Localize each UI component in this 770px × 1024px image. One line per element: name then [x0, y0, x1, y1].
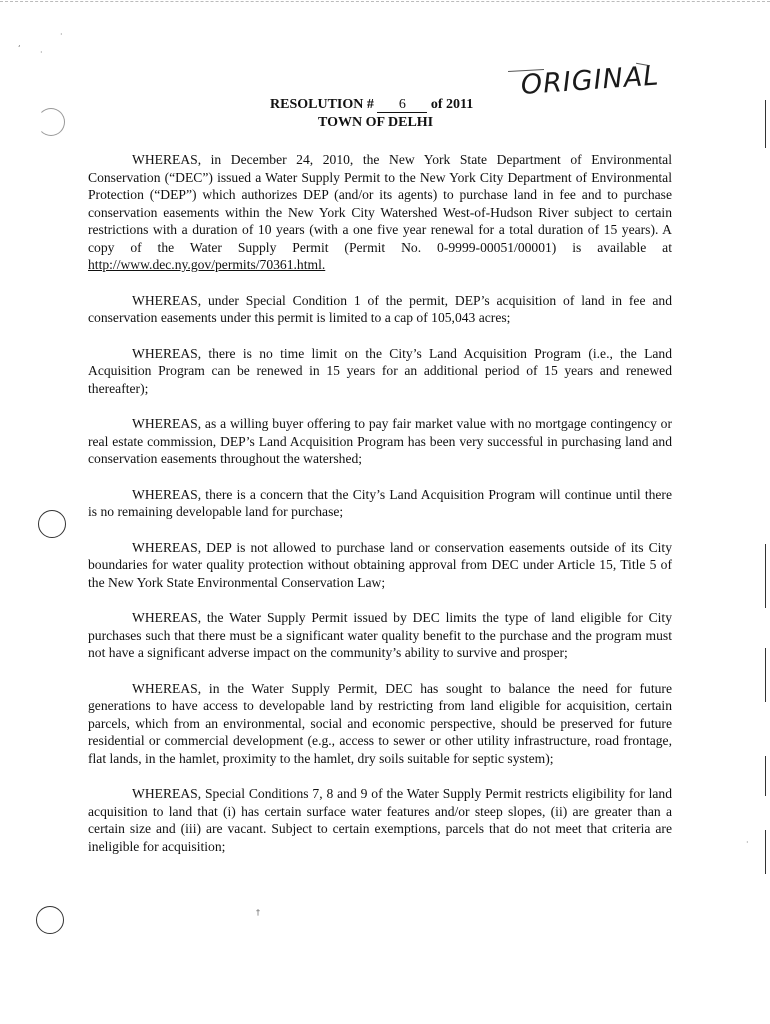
scan-edge-mark — [765, 648, 766, 702]
scan-edge-mark — [765, 544, 766, 608]
resolution-title-row — [270, 96, 530, 114]
whereas-paragraph: WHEREAS, there is a concern that the City’s Land Acquisition Program will continue until there is no remaining developable land for purchase; — [88, 486, 672, 519]
whereas-paragraph: WHEREAS, there is no time limit on the City’s Land Acquisition Program (i.e., the Land Acquisition Program can be renewed in 15 years for an additional period of 15 years and renewed thereafter); — [88, 345, 672, 396]
punch-hole-middle — [38, 510, 66, 538]
resolution-number: 6 — [377, 98, 427, 113]
scan-speck: · — [40, 48, 43, 57]
paragraph-text: WHEREAS, in December 24, 2010, the New York State Department of Environmental Conservation (“DEC”) issued a Water Supply Permit to the New York City Department of Environmental Protection (“DEP”) which authorizes DEP (and/or its agents) to purchase land in fee and to purchase conservation easements within the New York City Watershed West-of-Hudson River subject to certain restrictions with a duration of 10 years (with a one five year renewal for a total duration of 15 years). A copy of the Water Supply Permit (Permit No. 0-9999-00051/00001) is available at — [88, 152, 672, 255]
scan-speck: · — [746, 838, 749, 847]
whereas-paragraph: WHEREAS, under Special Condition 1 of the permit, DEP’s acquisition of land in fee and conservation easements under this permit is limited to a cap of 105,043 acres; — [88, 292, 672, 325]
scan-speck: · — [60, 30, 63, 39]
scan-edge-mark — [765, 830, 766, 874]
whereas-paragraph: WHEREAS, Special Conditions 7, 8 and 9 of the Water Supply Permit restricts eligibility for land acquisition to land that (i) has certain surface water features and/or steep slopes, (ii) are greater than a certain size and (iii) are vacant. Subject to certain exemptions, parcels that do not meet that criteria are ineligible for acquisition; — [88, 786, 672, 854]
original-stamp: ORIGINAL — [519, 60, 661, 101]
scan-edge-mark — [765, 100, 766, 148]
town-name: TOWN OF DELHI — [318, 115, 434, 130]
scan-speck: † — [256, 908, 260, 917]
whereas-paragraph: WHEREAS, as a willing buyer offering to pay fair market value with no mortgage contingency or real estate commission, DEP’s Land Acquisition Program has been very successful in purchasing land and conservation easements throughout the watershed; — [88, 416, 672, 466]
punch-hole-bottom — [36, 906, 64, 934]
whereas-paragraph: WHEREAS, the Water Supply Permit issued by DEC limits the type of land eligible for City purchases such that there must be a significant water quality benefit to the purchase and the program must not have a significant adverse impact on the community’s ability to survive and prosper; — [88, 610, 672, 660]
scan-top-edge — [0, 1, 770, 2]
resolution-label: RESOLUTION # — [270, 97, 374, 112]
whereas-paragraph: WHEREAS, DEP is not allowed to purchase land or conservation easements outside of its City boundaries for water quality protection without obtaining approval from DEC under Article 15, Title 5 of the New York State Environmental Conservation Law; — [88, 539, 672, 590]
whereas-paragraph: WHEREAS, in the Water Supply Permit, DEC has sought to balance the need for future generations to have access to developable land by restricting from land eligible for acquisition, certain parcels, which from an environmental, social and economic perspective, should be preserved for future residential or commercial development (e.g., access to sewer or other utility infrastructure, road frontage, flat lands, in the hamlet, proximity to the hamlet, dry soils suitable for septic system); — [88, 680, 672, 766]
whereas-paragraph — [88, 151, 672, 274]
resolution-header — [270, 96, 530, 132]
permit-link[interactable]: http://www.dec.ny.gov/permits/70361.html. — [88, 257, 326, 272]
resolution-year: of 2011 — [430, 97, 474, 112]
resolution-body — [88, 151, 672, 873]
scan-speck: ‘ — [18, 44, 21, 53]
scan-edge-mark — [765, 756, 766, 796]
punch-hole-top — [37, 108, 65, 136]
